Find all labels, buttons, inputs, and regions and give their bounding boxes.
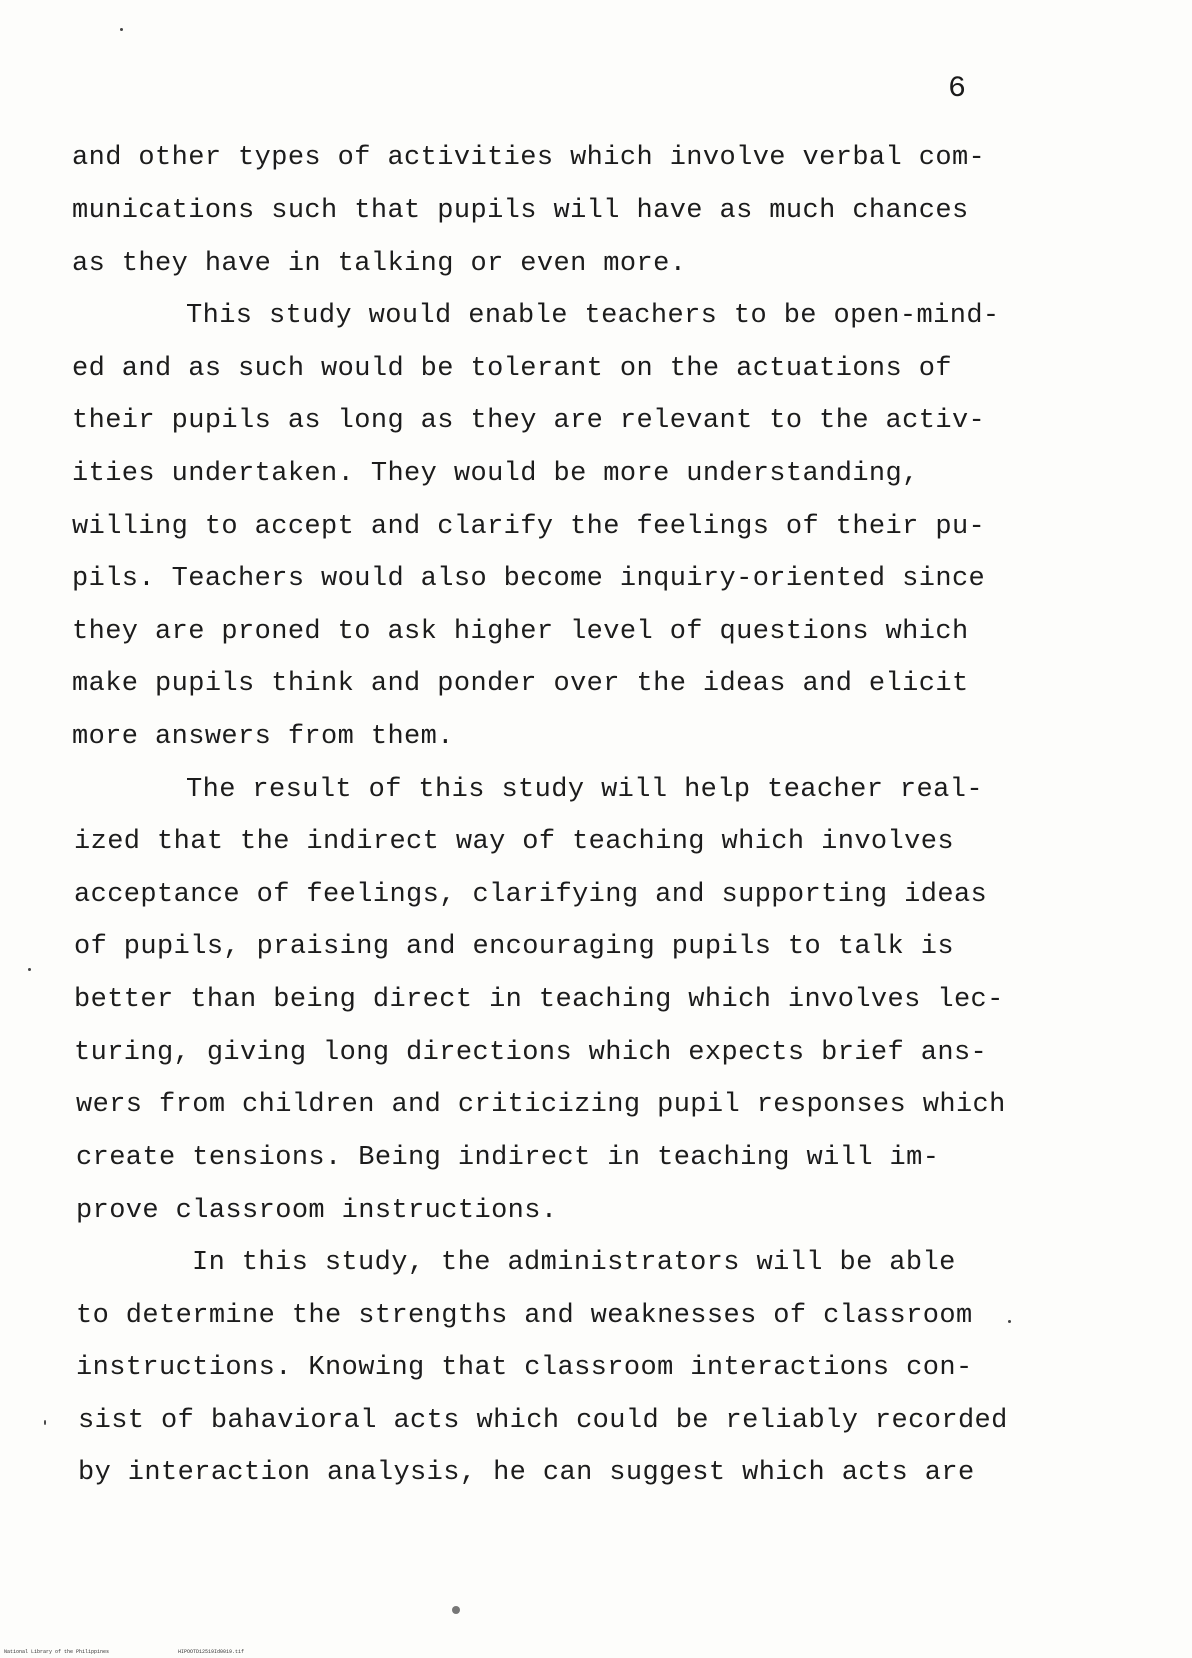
text-line-23: to determine the strengths and weaknesses of classroom [76, 1301, 973, 1331]
text-line-7: ities undertaken. They would be more understanding, [72, 459, 919, 489]
text-line-8: willing to accept and clarify the feelings of their pu- [72, 512, 986, 542]
text-line-25: sist of bahavioral acts which could be reliably recorded [78, 1406, 1008, 1436]
text-line-15: acceptance of feelings, clarifying and supporting ideas [74, 880, 988, 910]
text-line-12: more answers from them. [72, 722, 454, 752]
footer-file-id: HIPOOTD12519Id0019.tif [178, 1649, 245, 1655]
text-line-2: munications such that pupils will have as much chances [72, 196, 969, 226]
text-line-3: as they have in talking or even more. [72, 249, 687, 279]
text-line-20: create tensions. Being indirect in teaching will im- [76, 1143, 940, 1173]
text-line-18: turing, giving long directions which expects brief ans- [74, 1038, 988, 1068]
text-line-9: pils. Teachers would also become inquiry-oriented since [72, 564, 986, 594]
text-line-1: and other types of activities which involve verbal com- [72, 143, 986, 173]
text-line-14: ized that the indirect way of teaching which involves [74, 827, 954, 857]
text-line-13: The result of this study will help teacher real- [186, 775, 983, 805]
text-line-17: better than being direct in teaching which involves lec- [74, 985, 1004, 1015]
footer-library-credit: National Library of the Philippines [4, 1649, 110, 1655]
scan-speck [28, 968, 31, 971]
text-line-10: they are proned to ask higher level of questions which [72, 617, 969, 647]
text-line-24: instructions. Knowing that classroom interactions con- [76, 1353, 973, 1383]
text-line-19: wers from children and criticizing pupil responses which [76, 1090, 1006, 1120]
scan-speck [44, 1420, 46, 1425]
text-line-26: by interaction analysis, he can suggest which acts are [78, 1458, 975, 1488]
text-line-6: their pupils as long as they are relevant to the activ- [72, 406, 986, 436]
scan-speck [1008, 1320, 1011, 1323]
text-line-5: ed and as such would be tolerant on the actuations of [72, 354, 952, 384]
text-line-21: prove classroom instructions. [76, 1196, 558, 1226]
scan-speck [452, 1606, 460, 1614]
text-line-16: of pupils, praising and encouraging pupils to talk is [74, 932, 954, 962]
page-number: 6 [948, 72, 967, 106]
scan-speck [120, 28, 123, 31]
text-line-22: In this study, the administrators will be able [192, 1248, 956, 1278]
text-line-11: make pupils think and ponder over the ideas and elicit [72, 669, 969, 699]
text-line-4: This study would enable teachers to be open-mind- [186, 301, 1000, 331]
